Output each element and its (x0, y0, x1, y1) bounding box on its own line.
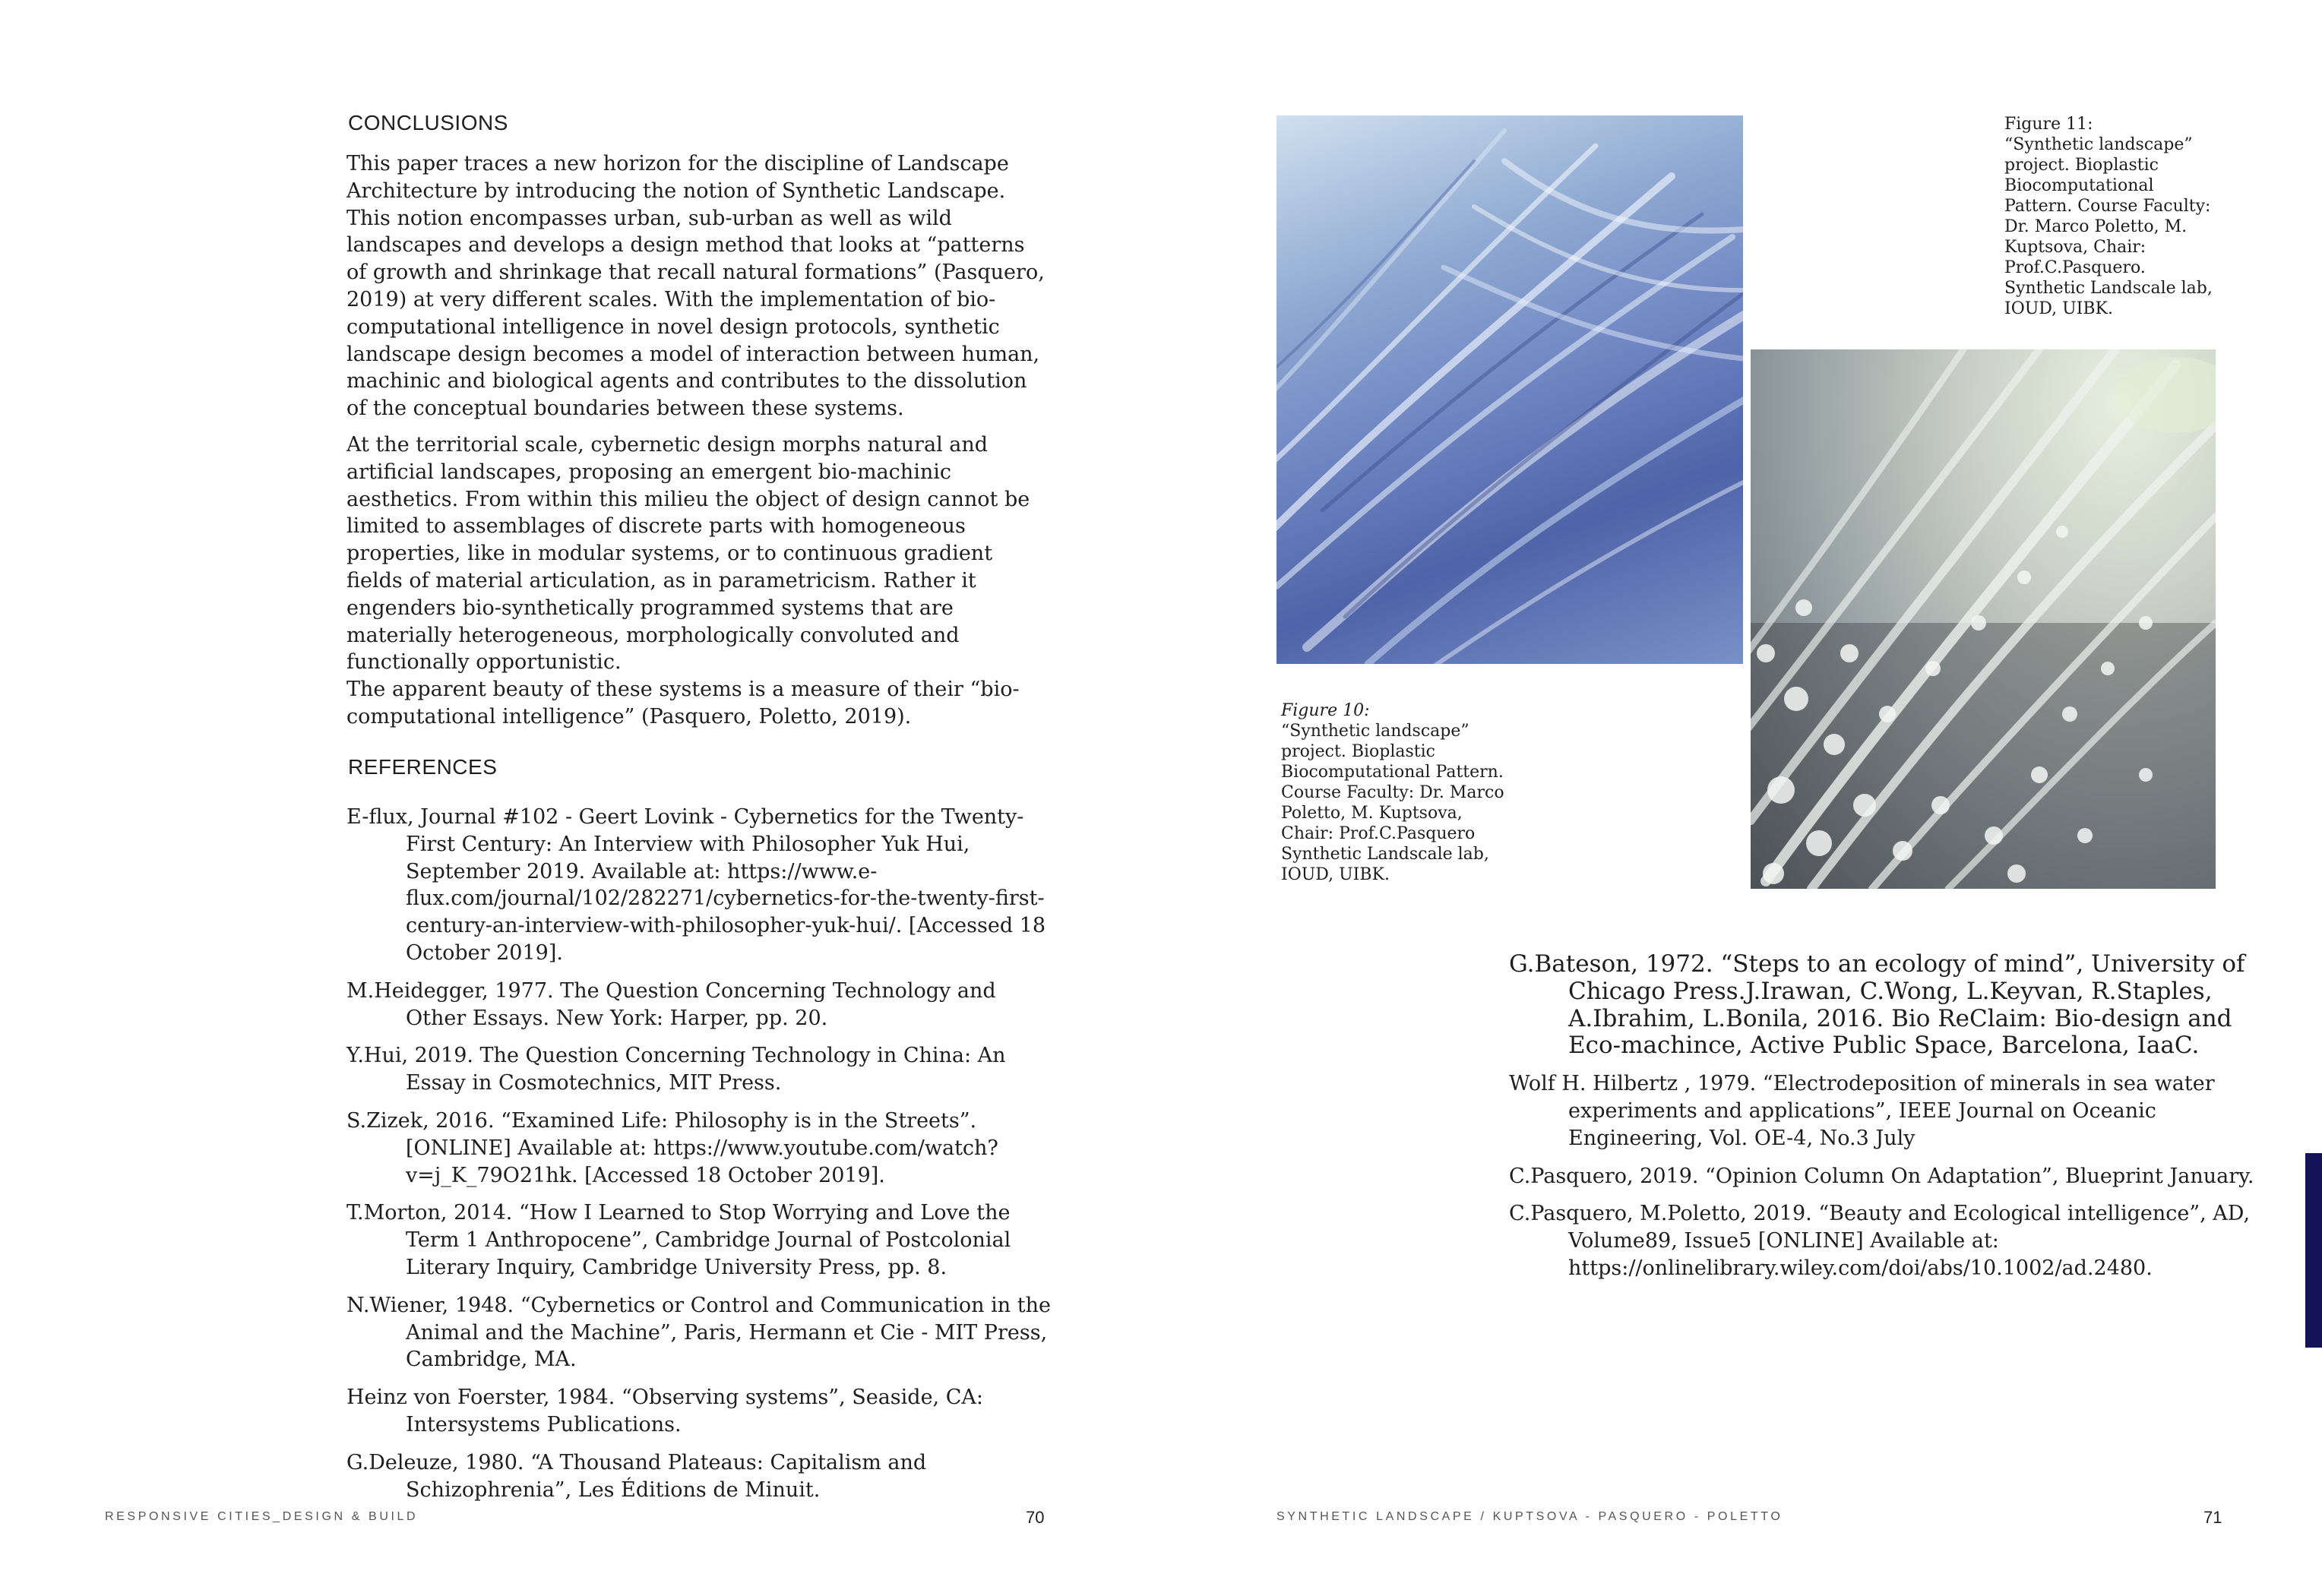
page-number: 70 (1026, 1508, 1045, 1527)
reference-item: N.Wiener, 1948. “Cybernetics or Control and Communication in the Animal and the Machine”, Paris, Hermann et Cie - MIT Press, Cambridge, MA. (346, 1293, 1051, 1372)
conclusions-paragraph: The apparent beauty of these systems is a measure of their “bio-computational intelligence” (Pasquero, Poletto, 2019). (346, 678, 1020, 728)
reference-item: T.Morton, 2014. “How I Learned to Stop Worrying and Love the Term 1 Anthropocene”, Cambridge Journal of Postcolonial Literary Inquiry, Cambridge University Press, pp. 8. (346, 1201, 1011, 1279)
conclusions-heading: CONCLUSIONS (348, 111, 508, 134)
figure-10-caption (1281, 700, 1509, 885)
reference-item: C.Pasquero, M.Poletto, 2019. “Beauty and Ecological intelligence”, AD, Volume89, Issue5 [ONLINE] Available at: https://onlinelibrary.wiley.com/doi/abs/10.1002/ad.2480. (1509, 1202, 2251, 1280)
bioplastic-white-pattern (1751, 349, 2216, 889)
conclusions-body (346, 150, 1046, 740)
reference-item: G.Bateson, 1972. “Steps to an ecology of mind”, University of Chicago Press.J.Irawan, C.Wong, L.Keyvan, R.Staples, A.Ibrahim, L.Bonila, 2016. Bio ReClaim: Bio-design and Eco-machince, Active Public Space, Barcelona, IaaC. (1509, 950, 2245, 1060)
reference-item: E-flux, Journal #102 - Geert Lovink - Cybernetics for the Twenty-First Century: An Interview with Philosopher Yuk Hui, September 2019. Available at: https://www.e-flux.com/journal/102/282271/cybernetics-for-the-twenty-first-century-an-interview-with-philosopher-yuk-hui/. [Accessed 18 October 2019]. (346, 805, 1046, 965)
reference-item: Heinz von Foerster, 1984. “Observing systems”, Seaside, CA: Intersystems Publications. (346, 1386, 983, 1436)
section-tab-marker (2305, 1153, 2322, 1348)
figure-10-label: Figure 10: (1281, 701, 1370, 720)
page-footer: SYNTHETIC LANDSCAPE / KUPTSOVA - PASQUERO - POLETTO (1276, 1510, 1783, 1523)
references-heading: REFERENCES (348, 755, 498, 779)
bioplastic-blue-pattern (1276, 115, 1743, 664)
page-number: 71 (2203, 1508, 2222, 1527)
figure-11-image (1751, 349, 2216, 889)
reference-item: C.Pasquero, 2019. “Opinion Column On Adaptation”, Blueprint January. (1509, 1164, 2254, 1188)
figure-11-caption (2004, 114, 2225, 319)
right-page (1161, 0, 2322, 1596)
page-footer: RESPONSIVE CITIES_DESIGN & BUILD (105, 1510, 419, 1523)
reference-item: S.Zizek, 2016. “Examined Life: Philosophy is in the Streets”. [ONLINE] Available at: https://www.youtube.com/watch?v=j_K_79O21hk. [Accessed 18 October 2019]. (346, 1108, 998, 1187)
reference-item: G.Deleuze, 1980. “A Thousand Plateaus: Capitalism and Schizophrenia”, Les Éditions de Minuit. (346, 1450, 927, 1502)
references-list (346, 804, 1061, 1514)
reference-item: M.Heidegger, 1977. The Question Concerning Technology and Other Essays. New York: Harper, pp. 20. (346, 978, 996, 1030)
figure-10-image (1276, 115, 1743, 664)
figure-10-caption-text: “Synthetic landscape” project. Bioplastic Biocomputational Pattern. Course Faculty: Dr. Marco Poletto, M. Kuptsova, Chair: Prof.C.Pasquero Synthetic Landscale lab, IOUD, UIBK. (1281, 722, 1504, 884)
reference-item: Wolf H. Hilbertz , 1979. “Electrodeposition of minerals in sea water experiments and applications”, IEEE Journal on Oceanic Engineering, Vol. OE-4, No.3 July (1509, 1072, 2215, 1150)
figure-11-label: Figure 11: (2004, 115, 2093, 134)
conclusions-paragraph: At the territorial scale, cybernetic design morphs natural and artificial landscapes, proposing an emergent bio-machinic aesthetics. From within this milieu the object of design cannot be limited to assemblages of discrete parts with homogeneous properties, like in modular systems, or to continuous gradient fields of material articulation, as in parametricism. Rather it engenders bio-synthetically programmed systems that are materially heterogeneous, morphologically convoluted and functionally opportunistic. (346, 432, 1030, 675)
figure-11-caption-text: “Synthetic landscape” project. Bioplastic Biocomputational Pattern. Course Faculty: Dr. Marco Poletto, M. Kuptsova, Chair: Prof.C.Pasquero. Synthetic Landscale lab, IOUD, UIBK. (2004, 135, 2213, 318)
conclusions-paragraph: This paper traces a new horizon for the discipline of Landscape Architecture by introducing the notion of Synthetic Landscape. This notion encompasses urban, sub-urban as well as wild landscapes and develops a design method that looks at “patterns of growth and shrinkage that recall natural formations” (Pasquero, 2019) at very different scales. With the implementation of bio-computational intelligence in novel design protocols, synthetic landscape design becomes a model of interaction between human, machinic and biological agents and contributes to the dissolution of the conceptual boundaries between these systems. (346, 152, 1045, 421)
references-list-continued (1509, 951, 2269, 1293)
reference-item: Y.Hui, 2019. The Question Concerning Technology in China: An Essay in Cosmotechnics, MIT Press. (346, 1044, 1006, 1095)
